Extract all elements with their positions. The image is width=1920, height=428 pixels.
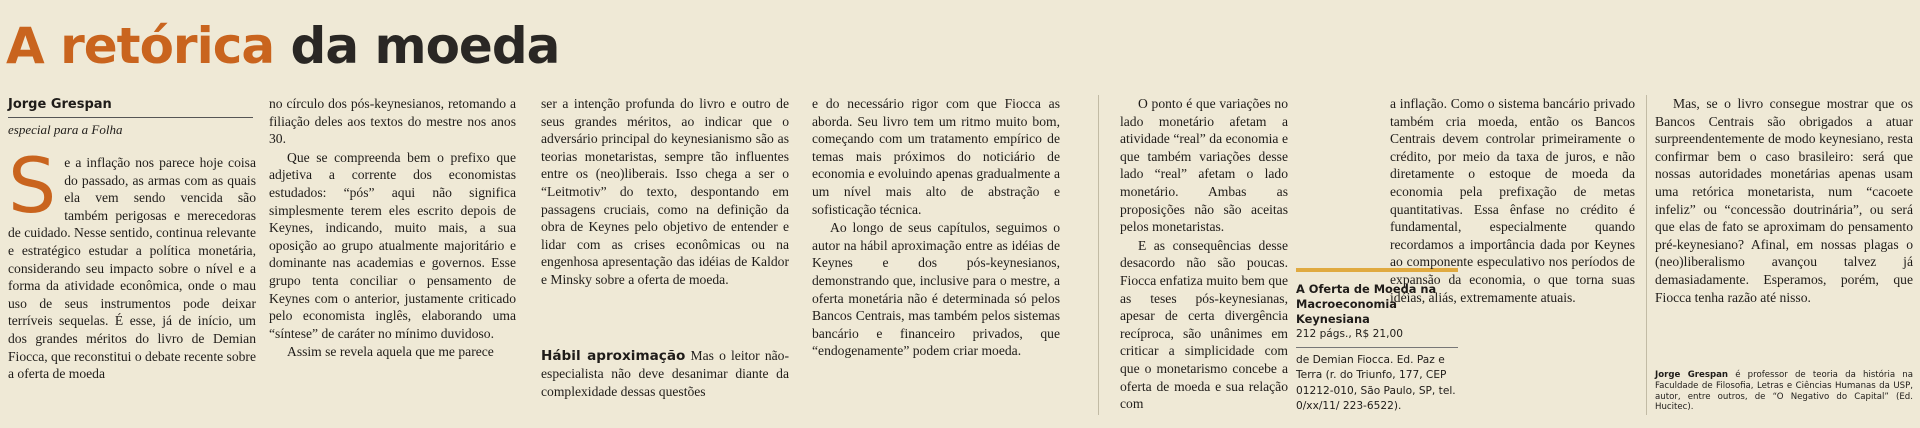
column-divider bbox=[1098, 95, 1099, 415]
headline-rest: da moeda bbox=[290, 17, 560, 75]
paragraph: E as consequências desse desacordo não são poucas. Fiocca enfatiza muito bem que as teses pós-keynesianas, apesar de certa divergência recíproca, são unânimes em criticar a simplicidade com que o monetarismo concebe a oferta de moeda e sua relação com bbox=[1120, 237, 1288, 412]
author-bio bbox=[1655, 370, 1913, 413]
box-divider bbox=[1296, 347, 1458, 348]
paragraph: Que se compreenda bem o prefixo que adjetiva a corrente dos economistas estudados: “pós” aqui não significa simplesmente terem eles escrito depois de Keynes, indicando, muito mais, a sua oposição ao grupo atualmente majoritário e dominante nas academias e governos. Esse grupo tenta conciliar o pensamento de Keynes com o anterior, justamente criticado pelo economista inglês, elaborando uma “síntese” de caráter no mínimo duvidoso. bbox=[269, 149, 516, 341]
paragraph bbox=[8, 141, 256, 383]
book-publisher: de Demian Fiocca. Ed. Paz e Terra (r. do Triunfo, 177, CEP 01212-010, São Paulo, SP, tel. 0/xx/11/ 223-6522). bbox=[1296, 353, 1456, 412]
paragraph-text: Mas o leitor não-especialista não deve desanimar diante da complexidade dessas questões bbox=[541, 347, 789, 399]
headline-accent: A retórica bbox=[6, 17, 275, 75]
intertitle: Hábil aproximação bbox=[541, 347, 686, 364]
paragraph: ser a intenção profunda do livro e outro de seus grandes méritos, ao indicar que o adversário principal do keynesianismo são as teorias monetaristas, sempre tão influentes entre os (neo)liberais. Isso chega a ser o “Leitmotiv” do texto, despontando em passagens cruciais, como na definição da obra de Keynes pelo objetivo de entender e lidar com as crises econômicas ou na engenhosa apresentação das idéias de Kaldor e Minsky sobre a oferta de moeda. bbox=[541, 96, 789, 287]
drop-cap: S bbox=[8, 141, 57, 230]
paragraph: O ponto é que variações no lado monetário afetam a atividade “real” da economia e que também variações desse lado “real” afetam o lado monetário. Ambas as proposições não são aceitas pelos monetaristas. bbox=[1120, 96, 1288, 235]
paragraph: Ao longo de seus capítulos, seguimos o autor na hábil aproximação entre as idéias de Keynes e dos pós-keynesianos, demonstrando que, inclusive para o mestre, a oferta monetária não é determinada só pelos Bancos Centrais, mas também pelos sistemas bancário e financeiro privados, que “endogenamente” podem criar moeda. bbox=[812, 220, 1060, 359]
column-4 bbox=[812, 95, 1060, 360]
paragraph: Mas, se o livro consegue mostrar que os Bancos Centrais são obrigados a atuar surpreendentemente de modo keynesiano, resta confirmar bem o caso brasileiro: será que nossas autoridades monetárias apenas usam uma retórica monetarista, num “cacoete infeliz” ou “concessão doutrinária”, ou será que elas de fato se aproximam do pensamento pré-keynesiano? Afinal, em nossas plagas o (neo)liberalismo avançou talvez já demasiadamente. Esperamos, porém, que Fiocca tenha razão até nisso. bbox=[1655, 96, 1913, 305]
column-7 bbox=[1655, 95, 1913, 306]
paragraph bbox=[541, 347, 789, 401]
column-5 bbox=[1120, 95, 1288, 413]
author-credit: especial para a Folha bbox=[8, 122, 123, 137]
paragraph: Assim se revela aquela que me parece bbox=[287, 344, 494, 360]
author-name: Jorge Grespan bbox=[8, 96, 253, 118]
book-title: A Oferta de Moeda na Macroeconomia Keynesiana bbox=[1296, 282, 1437, 326]
byline bbox=[8, 96, 253, 139]
paragraph: a inflação. Como o sistema bancário privado também cria moeda, então os Bancos Centrais devem controlar primeiramente o crédito, por meio da taxa de juros, e não diretamente o estoque de moeda da economia pela prefixação de metas quantitativas. Essa ênfase no crédito é fundamental, especialmente quando recordamos a importância dada por Keynes ao componente especulativo nos períodos de expansão da economia, o que torna suas idéias, aliás, extremamente atuais. bbox=[1390, 96, 1635, 305]
paragraph-text: e a inflação nos parece hoje coisa do passado, as armas com as quais ela vem sendo vencida são também perigosas e merecedoras de cuidado. Nesse sentido, continua relevante e estratégico estudar a política monetária, considerando seu impacto sobre o nível e a forma da atividade econômica, onde o mau uso de seus instrumentos pode deixar terríveis sequelas. É esse, já de início, um dos grandes méritos do livro de Demian Fiocca, que reconstitui o debate recente sobre a oferta de moeda bbox=[8, 155, 256, 382]
paragraph: e do necessário rigor com que Fiocca as aborda. Seu livro tem um ritmo muito bom, começando com um tratamento empírico de temas mais próximos do noticiário de economia e evoluindo apenas gradualmente a um nível mais alto de abstração e sofisticação técnica. bbox=[812, 96, 1060, 217]
bio-name: Jorge Grespan bbox=[1655, 370, 1729, 380]
paragraph: no círculo dos pós-keynesianos, retomando a filiação deles aos textos do mestre nos anos 30. bbox=[269, 96, 516, 147]
column-1 bbox=[8, 141, 256, 383]
column-2 bbox=[269, 95, 516, 361]
book-details: 212 págs., R$ 21,00 bbox=[1296, 328, 1403, 340]
column-3 bbox=[541, 95, 789, 400]
headline bbox=[6, 18, 559, 74]
bio-text: é professor de teoria da história na Faculdade de Filosofia, Letras e Ciências Humanas da USP, autor, entre outros, de “O Negativo do Capital” (Ed. Hucitec). bbox=[1655, 370, 1913, 413]
column-6 bbox=[1390, 95, 1635, 306]
column-divider bbox=[1646, 95, 1647, 415]
